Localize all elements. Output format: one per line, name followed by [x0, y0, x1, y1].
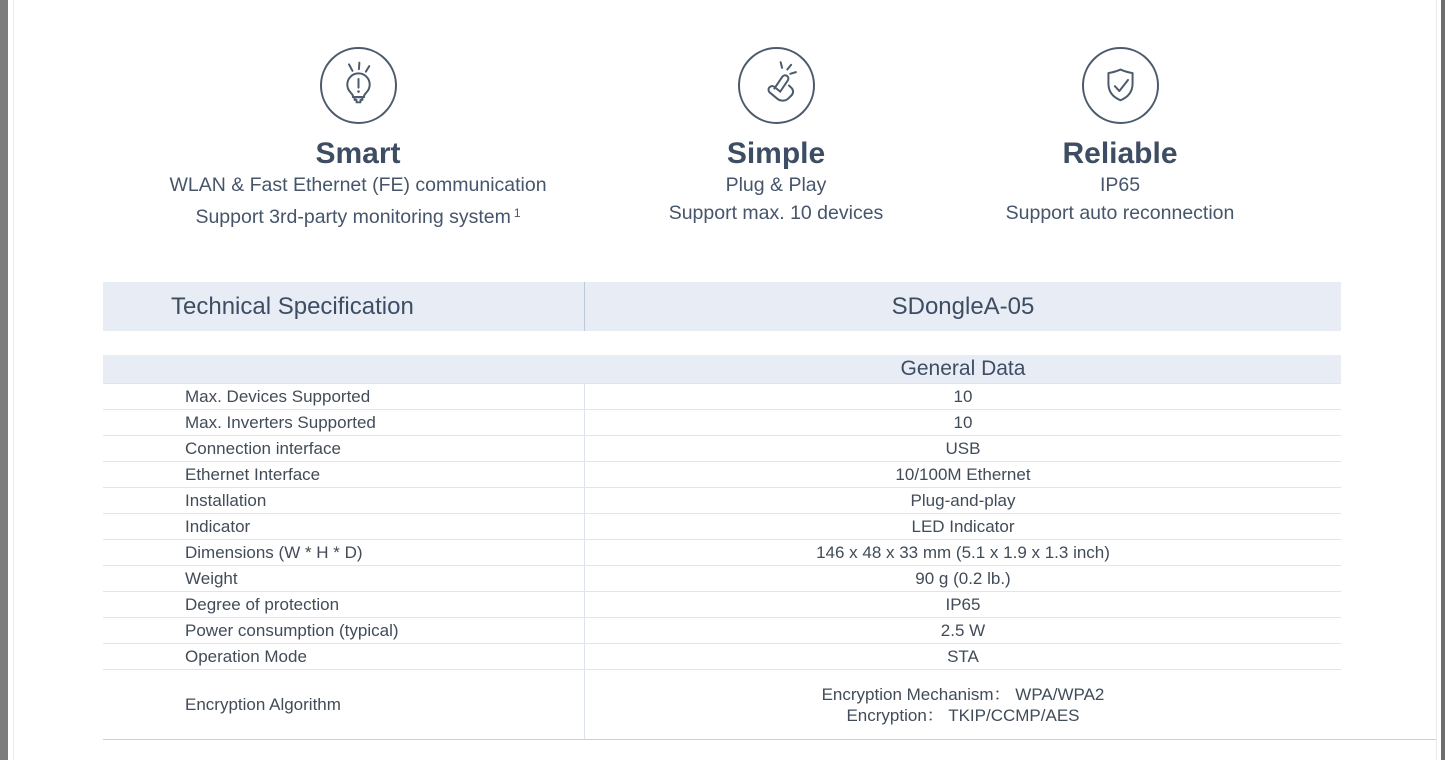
- spec-value: USB: [945, 438, 981, 458]
- feature-description-line: Plug & Play: [725, 174, 827, 196]
- spec-table-header: [103, 282, 1341, 331]
- spec-value: Plug-and-play: [910, 490, 1016, 510]
- spec-label: Dimensions (W * H * D): [103, 540, 585, 565]
- spec-value-line: Encryption Mechanism： WPA/WPA2: [821, 684, 1105, 704]
- page-left-border: [13, 0, 14, 760]
- table-row: [103, 566, 1341, 592]
- table-row: [103, 540, 1341, 566]
- page-right-border: [1436, 0, 1437, 760]
- table-row: [103, 618, 1341, 644]
- spec-value: LED Indicator: [911, 516, 1015, 536]
- feature-description-text: Support max. 10 devices: [668, 202, 884, 224]
- lightbulb-idea-icon: [320, 47, 397, 124]
- spec-value: 10: [953, 386, 973, 406]
- spec-value: 146 x 48 x 33 mm (5.1 x 1.9 x 1.3 inch): [816, 542, 1110, 562]
- spec-value: 10/100M Ethernet: [895, 464, 1031, 484]
- section-band-spacer: [103, 355, 585, 383]
- section-title: General Data: [900, 357, 1026, 380]
- table-row: [103, 462, 1341, 488]
- feature-title: Reliable: [1062, 137, 1178, 170]
- feature-description-line: [103, 199, 613, 231]
- feature-description-text: Support auto reconnection: [1005, 202, 1235, 224]
- spec-label: Max. Devices Supported: [103, 384, 585, 409]
- feature-description-line: IP65: [1099, 174, 1141, 196]
- spec-value: 90 g (0.2 lb.): [915, 568, 1011, 588]
- table-row: [103, 592, 1341, 618]
- finger-snap-icon: [738, 47, 815, 124]
- spec-label: Max. Inverters Supported: [103, 410, 585, 435]
- table-row: [103, 644, 1341, 670]
- window-right-edge-bar: [1441, 0, 1445, 760]
- spec-value: 10: [953, 412, 973, 432]
- feature-simple: [616, 47, 936, 227]
- spec-label: Operation Mode: [103, 644, 585, 669]
- spec-label: Power consumption (typical): [103, 618, 585, 643]
- spec-label: Indicator: [103, 514, 585, 539]
- table-row: [103, 436, 1341, 462]
- feature-description-line: [950, 199, 1290, 227]
- spec-table: [103, 282, 1341, 739]
- feature-description-line: WLAN & Fast Ethernet (FE) communication: [169, 174, 547, 196]
- shield-check-icon: [1082, 47, 1159, 124]
- feature-reliable: [950, 47, 1290, 227]
- window-left-edge-bar: [0, 0, 8, 760]
- feature-description-text: Support 3rd-party monitoring system: [195, 206, 511, 228]
- spec-value: [585, 670, 1341, 739]
- spec-value: STA: [947, 646, 979, 666]
- section-band-general-data: [103, 355, 1341, 383]
- footnote-marker: 1: [513, 206, 521, 220]
- table-row: [103, 514, 1341, 540]
- spec-value: 2.5 W: [940, 620, 986, 640]
- spec-table-title: Technical Specification: [103, 282, 585, 331]
- feature-title: Smart: [315, 137, 401, 170]
- spec-value: IP65: [945, 594, 981, 614]
- spec-label: Connection interface: [103, 436, 585, 461]
- table-row: [103, 410, 1341, 436]
- feature-description-line: [616, 199, 936, 227]
- table-row: [103, 488, 1341, 514]
- spec-value-line: Encryption： TKIP/CCMP/AES: [846, 705, 1080, 725]
- feature-title: Simple: [726, 137, 826, 170]
- spec-label: Weight: [103, 566, 585, 591]
- spec-label: Degree of protection: [103, 592, 585, 617]
- product-model: SDongleA-05: [891, 292, 1035, 320]
- spec-label: Encryption Algorithm: [103, 670, 585, 739]
- spec-label: Installation: [103, 488, 585, 513]
- table-row: [103, 670, 1341, 739]
- spec-rows: [103, 383, 1341, 739]
- table-row: [103, 384, 1341, 410]
- feature-smart: [103, 47, 613, 231]
- table-bottom-divider: [103, 739, 1437, 740]
- spec-label: Ethernet Interface: [103, 462, 585, 487]
